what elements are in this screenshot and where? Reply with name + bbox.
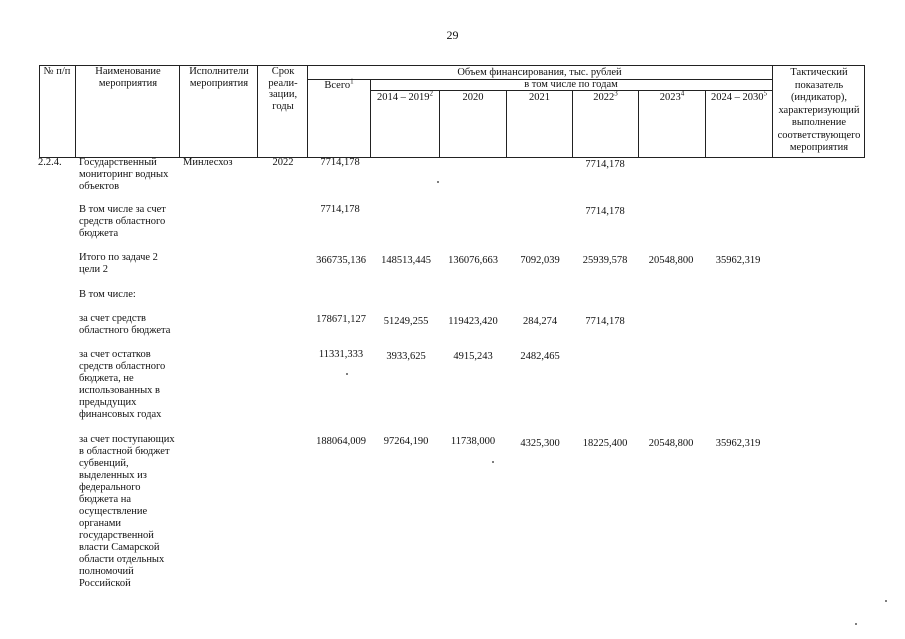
row-total: 188064,009: [316, 436, 366, 447]
header-term: Срок реали-зации, годы: [268, 66, 298, 112]
row-y2020: 136076,663: [448, 255, 498, 266]
header-year-2022: [573, 89, 638, 104]
scan-speck: [492, 461, 494, 463]
header-year-label: 2022: [593, 92, 615, 103]
header-by-years: в том числе по годам: [524, 79, 618, 90]
row-y2021: 7092,039: [520, 255, 560, 266]
row-y2021: 2482,465: [520, 351, 560, 362]
row-y2022: 7714,178: [585, 206, 625, 217]
row-y2022: 18225,400: [582, 438, 628, 449]
header-executors: Исполнители мероприятия: [189, 66, 249, 89]
header-total: [309, 77, 369, 92]
row-y2022: 25939,578: [582, 255, 628, 266]
row-y2020: 4915,243: [453, 351, 493, 362]
header-year-2020: [440, 92, 506, 104]
row-total: 7714,178: [320, 204, 360, 215]
header-finance: Объем финансирования, тыс. рублей: [457, 67, 622, 78]
header-year-2023: [639, 89, 705, 104]
header-indicator: Тактический показатель (индикатор), характеризующий выполнение соответствующего мероприятия: [777, 67, 861, 153]
row-executor: Минлесхоз: [183, 157, 233, 168]
row-name: В том числе:: [79, 289, 136, 300]
scan-speck: [346, 373, 348, 375]
row-y2024-2030: 35962,319: [715, 438, 761, 449]
header-name: Наименование мероприятия: [95, 66, 161, 89]
row-name: за счет остатков средств областного бюджета, не использованных в предыдущих финансовых годах: [79, 349, 166, 420]
row-y2014-2019: 148513,445: [381, 255, 431, 266]
row-y2024-2030: 35962,319: [715, 255, 761, 266]
row-y2021: 4325,300: [520, 438, 560, 449]
row-name: В том числе за счет средств областного бюджета: [79, 204, 166, 239]
row-total: 366735,136: [316, 255, 366, 266]
row-y2020: 119423,420: [448, 316, 498, 327]
header-year-2021: [507, 92, 572, 104]
header-year-footnote: 2: [429, 89, 433, 98]
scan-speck: [855, 623, 857, 625]
row-y2021: 284,274: [522, 316, 558, 327]
header-year-label: 2024 – 2030: [711, 92, 764, 103]
row-name: Итого по задаче 2 цели 2: [79, 252, 158, 275]
header-total-label: Всего: [324, 80, 351, 91]
row-y2014-2019: 3933,625: [386, 351, 426, 362]
header-year-label: 2021: [529, 92, 550, 103]
header-no: № п/п: [43, 66, 71, 77]
header-year-2014-2019: [371, 89, 439, 104]
scan-speck: [885, 600, 887, 602]
row-y2020: 11738,000: [450, 436, 496, 447]
page-number: 29: [446, 28, 459, 42]
row-y2023: 20548,800: [648, 255, 694, 266]
row-y2023: 20548,800: [648, 438, 694, 449]
row-y2022: 7714,178: [585, 159, 625, 170]
header-year-label: 2014 – 2019: [377, 92, 430, 103]
row-total: 11331,333: [318, 349, 364, 360]
header-year-label: 2023: [659, 92, 681, 103]
row-number: 2.2.4.: [38, 157, 62, 168]
row-y2022: 7714,178: [585, 316, 625, 327]
row-y2014-2019: 97264,190: [383, 436, 429, 447]
scan-speck: [437, 181, 439, 183]
header-year-footnote: 3: [614, 89, 618, 98]
header-year-2024-2030: [706, 89, 772, 104]
row-y2014-2019: 51249,255: [383, 316, 429, 327]
header-year-label: 2020: [462, 92, 484, 103]
row-name: за счет поступающих в областной бюджет субвенций, выделенных из федерального бюджета на осуществление органами государственной власти Самарской области отдельных полномочий Российской: [79, 434, 175, 589]
header-year-footnote: 4: [680, 89, 685, 98]
header-year-footnote: 5: [763, 89, 767, 98]
row-term: 2022: [272, 157, 294, 168]
row-name: за счет средств областного бюджета: [79, 313, 171, 336]
row-total: 7714,178: [320, 157, 360, 168]
header-total-footnote: 1: [350, 77, 354, 86]
row-total: 178671,127: [316, 314, 366, 325]
row-name: Государственный мониторинг водных объектов: [79, 157, 169, 192]
